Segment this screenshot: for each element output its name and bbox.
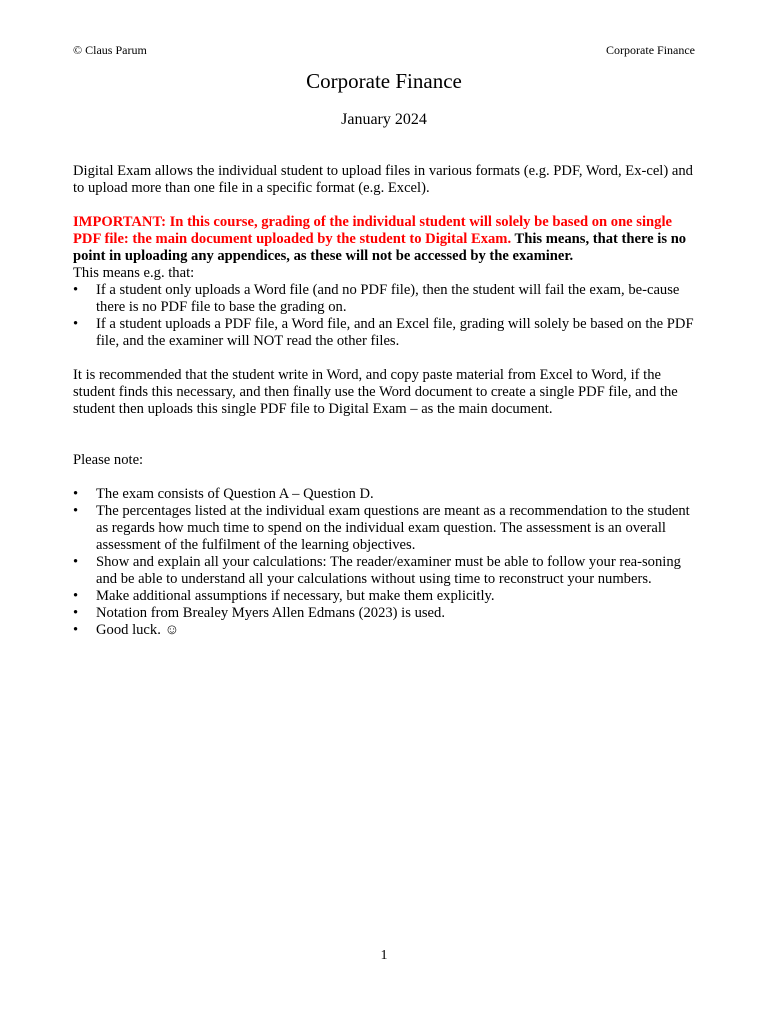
bullet-icon: • [73, 554, 79, 570]
bullet-icon: • [73, 316, 79, 332]
list-item: • The exam consists of Question A – Question D. [73, 486, 374, 502]
please-note-label: Please note: [73, 452, 144, 468]
page-title: Corporate Finance [306, 69, 462, 93]
list-item: • Show and explain all your calculations: The reader/examiner must be able to follow your rea-soning and be able to understand all your calculations without using time to reconstruct your numbers. [73, 554, 681, 587]
page-number: 1 [380, 948, 388, 963]
list-item: • Good luck. ☺ [73, 622, 180, 638]
recommendation-paragraph: It is recommended that the student write in Word, and copy paste material from Excel to Word, if the student finds this necessary, and then finally use the Word document to create a single PDF file, and the student then uploads this single PDF file to Digital Exam – as the main document. [73, 367, 678, 417]
list-item: • Make additional assumptions if necessary, but make them explicitly. [73, 588, 495, 604]
bullet-icon: • [73, 622, 79, 638]
header-author: © Claus Parum [73, 43, 147, 57]
bullet-icon: • [73, 486, 79, 502]
important-tail: This means e.g. that: [73, 265, 195, 281]
bullet-icon: • [73, 282, 79, 298]
list-item: • If a student only uploads a Word file (and no PDF file), then the student will fail the exam, be-cause there is no PDF file to base the grading on. [73, 282, 680, 315]
list-item: • Notation from Brealey Myers Allen Edmans (2023) is used. [73, 605, 445, 621]
important-paragraph [73, 214, 695, 265]
bullet-icon: • [73, 605, 79, 621]
list-item: • If a student uploads a PDF file, a Word file, and an Excel file, grading will solely be based on the PDF file, and the examiner will NOT read the other files. [73, 316, 694, 349]
bullet-icon: • [73, 588, 79, 604]
bullet-icon: • [73, 503, 79, 519]
notes-bullet-list [73, 486, 695, 639]
exam-date: January 2024 [341, 111, 427, 128]
important-bold-text: This means, that there is no point in uploading any appendices, as these will not be accessed by the examiner. [73, 231, 687, 264]
important-notice: IMPORTANT: In this course, grading of the individual student will solely be based on one single PDF file: the main document uploaded by the student to Digital Exam. [73, 214, 672, 247]
important-bullet-list [73, 282, 695, 350]
header-course: Corporate Finance [606, 43, 695, 57]
list-item: • The percentages listed at the individual exam questions are meant as a recommendation to the student as regards how much time to spend on the individual exam question. The assessment is an overall assessment of the fulfilment of the learning objectives. [73, 503, 690, 553]
intro-paragraph: Digital Exam allows the individual student to upload files in various formats (e.g. PDF, Word, Ex-cel) and to upload more than one file in a specific format (e.g. Excel). [73, 163, 693, 196]
document-body [73, 163, 695, 639]
